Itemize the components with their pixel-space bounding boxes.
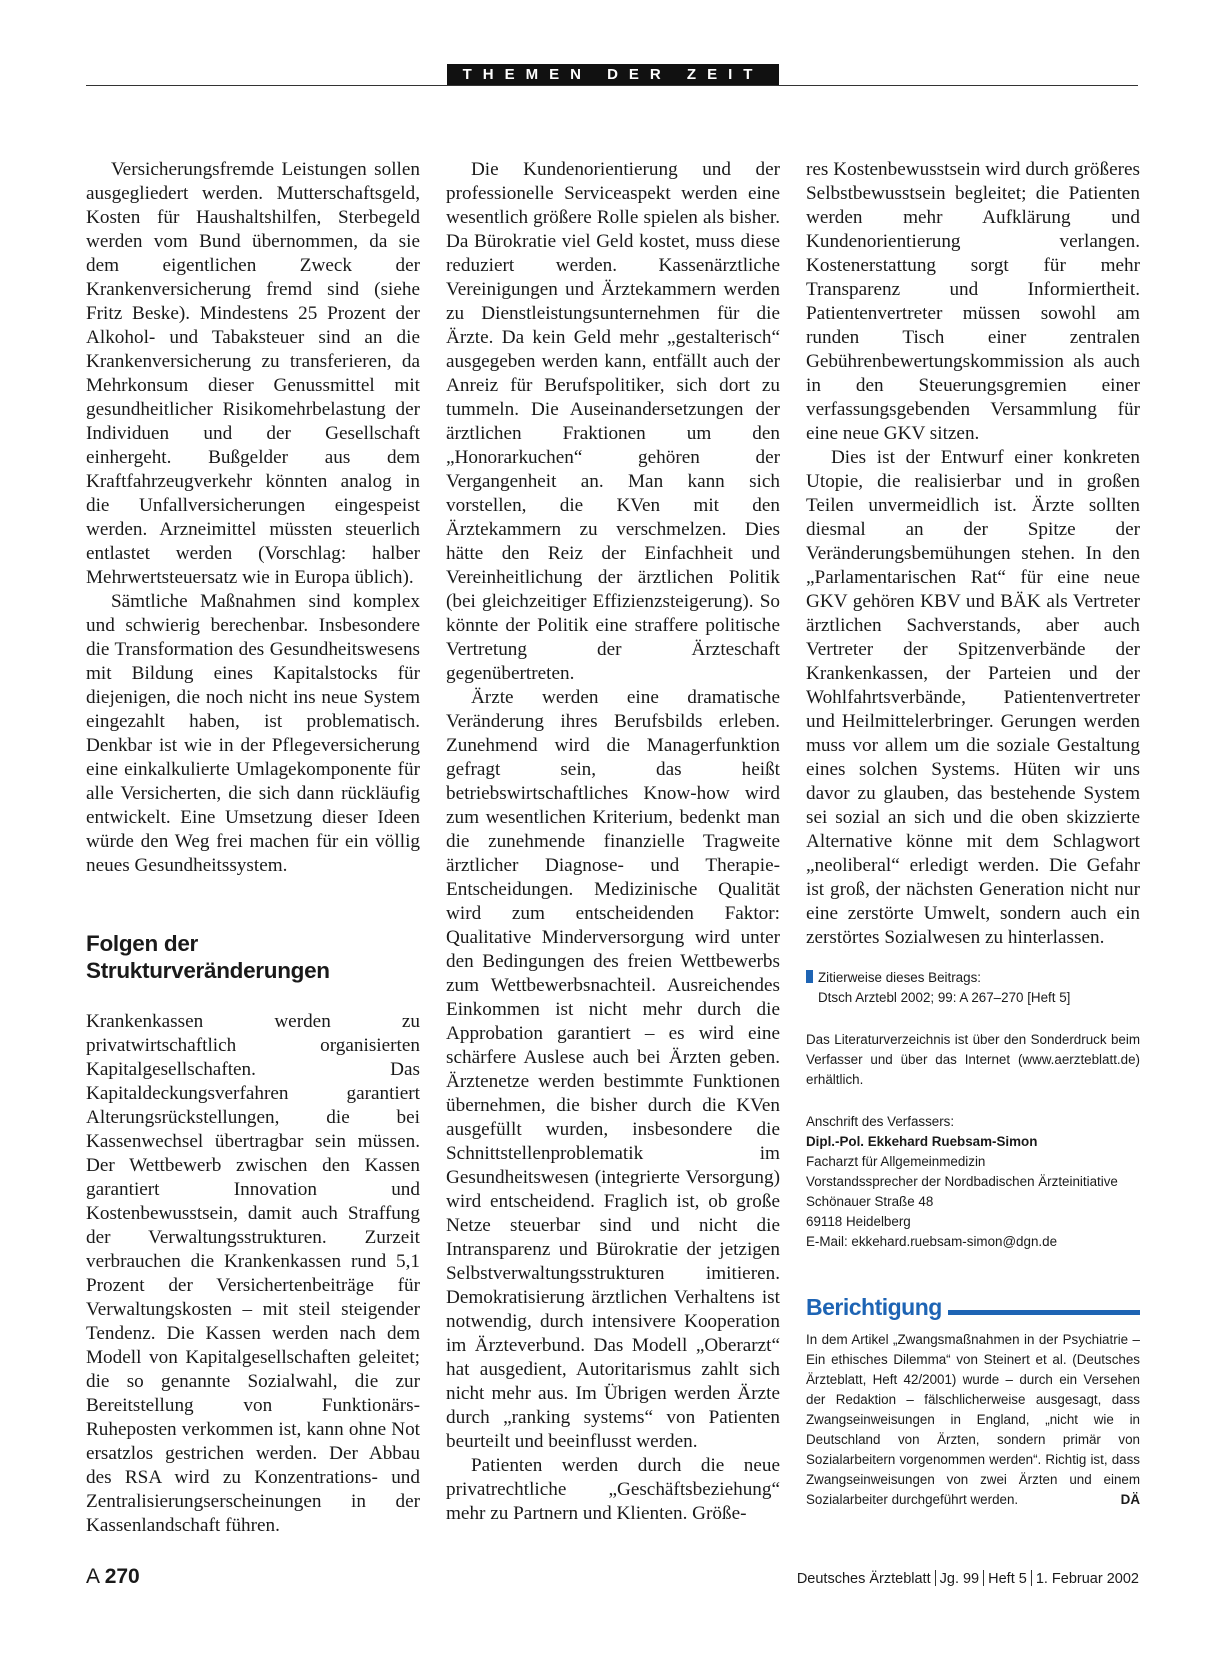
journal-issue: Heft 5	[988, 1571, 1027, 1587]
literature-note: Das Literaturverzeichnis ist über den Sonderdruck beim Verfasser und über das Internet (www.aerzteblatt.de) erhältlich.	[806, 1032, 1140, 1087]
correction-title: Berichtigung	[806, 1294, 942, 1320]
footer-separator	[935, 1570, 936, 1586]
journal-info	[797, 1570, 1139, 1587]
section-heading-line-2: Strukturveränderungen	[86, 958, 330, 983]
section-label: THEMEN DER ZEIT	[462, 66, 764, 83]
correction-heading	[806, 1294, 1140, 1320]
header-rule	[86, 85, 1138, 86]
author-name: Dipl.-Pol. Ekkehard Ruebsam-Simon	[806, 1134, 1038, 1149]
author-city: 69118 Heidelberg	[806, 1214, 911, 1229]
journal-volume: Jg. 99	[939, 1571, 980, 1587]
col3-paragraph-2: Dies ist der Entwurf einer konkreten Utopie, die realisierbar und in großen Teilen unvermeidlich ist. Ärzte sollten diesmal an der Spitze der Veränderungsbemühungen stehen. In den „Parlamentarischen Rat“ für eine neue GKV gehören KBV und BÄK als Vertreter ärztlichen Sachverstands, aber auch Vertreter der Spitzenverbände der Krankenkassen, der Parteien und der Wohlfahrtsverbände, Patientenvertreter und Heilmittelerbringer. Gerungen werden muss vor allem um die soziale Gestaltung eines solchen Systems. Hüten wir uns davor zu glauben, das bestehende System sei sozial an sich und die oben skizzierte Alternative könne mit dem Schlagwort „neoliberal“ erledigt werden. Die Gefahr ist groß, der nächsten Generation nicht nur eine zerstörte Umwelt, sondern auch ein zerstörtes Sozialwesen zu hinterlassen.	[806, 447, 1140, 948]
section-header-band	[447, 64, 779, 86]
section-heading	[86, 930, 420, 984]
author-street: Schönauer Straße 48	[806, 1194, 934, 1209]
page-number-value: 270	[104, 1565, 140, 1588]
citation-reference: Dtsch Arztebl 2002; 99: A 267–270 [Heft 5]	[818, 990, 1071, 1005]
column-2	[446, 158, 780, 1526]
correction-title-bar	[948, 1310, 1140, 1315]
footer-separator	[983, 1570, 984, 1586]
correction-text	[806, 1330, 1140, 1510]
journal-date: 1. Februar 2002	[1035, 1571, 1139, 1587]
col1-paragraph-1: Versicherungsfremde Leistungen sollen ausgegliedert werden. Mutterschaftsgeld, Kosten für Haushaltshilfen, Sterbegeld werden vom Bund übernommen, da sie dem eigentlichen Zweck der Krankenversicherung fremd sind (siehe Fritz Beske). Mindestens 25 Prozent der Alkohol- und Tabaksteuer sind an die Krankenversicherung zu transferieren, da Mehrkonsum dieser Genussmittel mit gesundheitlicher Risikomehrbelastung der Individuen und der Gesellschaft einhergeht. Bußgelder aus dem Kraftfahrzeugverkehr könnten analog in die Unfallversicherungen eingespeist werden. Arzneimittel müssten steuerlich entlastet werden (Vorschlag: halber Mehrwertsteuersatz wie in Europa üblich).	[86, 159, 420, 588]
col2-paragraph-1: Die Kundenorientierung und der professionelle Serviceaspekt werden eine wesentlich größere Rolle spielen als bisher. Da Bürokratie viel Geld kostet, muss diese reduziert werden. Kassenärztliche Vereinigungen und Ärztekammern werden zu Dienstleistungsunternehmen für die Ärzte. Da kein Geld mehr „gestalterisch“ ausgegeben werden kann, entfällt auch der Anreiz für Berufspolitiker, sich dort zu tummeln. Die Auseinandersetzungen der ärztlichen Fraktionen um den „Honorarkuchen“ gehören der Vergangenheit an. Man kann sich vorstellen, die KVen mit den Ärztekammern zu verschmelzen. Dies hätte den Reiz der Einfachheit und Vereinheitlichung der ärztlichen Politik (bei gleichzeitiger Effizienzsteigerung). So könnte der Politik eine straffere politische Vertretung der Ärzteschaft gegenübertreten.	[446, 159, 780, 684]
author-title: Facharzt für Allgemeinmedizin	[806, 1154, 986, 1169]
page-prefix: A	[86, 1565, 99, 1588]
col3-paragraph-1: res Kostenbewusstsein wird durch größeres Selbstbewusstsein begleitet; die Patienten werden mehr Aufklärung und Kundenorientierung verlangen. Kostenerstattung sorgt für mehr Transparenz und Informiertheit. Patientenvertreter müssen sowohl am runden Tisch einer zentralen Gebührenbewertungskommission als auch in den Steuerungsgremien einer verfassungsgebenden Versammlung für eine neue GKV sitzen.	[806, 159, 1140, 444]
col2-paragraph-3: Patienten werden durch die neue privatrechtliche „Geschäftsbeziehung“ mehr zu Partnern und Klienten. Größe-	[446, 1455, 780, 1524]
column-1	[86, 158, 420, 1538]
author-email: E-Mail: ekkehard.ruebsam-simon@dgn.de	[806, 1234, 1058, 1249]
col2-paragraph-2: Ärzte werden eine dramatische Veränderung ihres Berufsbilds erleben. Zunehmend wird die Managerfunktion gefragt sein, das heißt betriebswirtschaftliches Know-how wird zum wesentlichen Kriterium, bedenkt man die zunehmende finanzielle Tragweite ärztlicher Diagnose- und Therapie-Entscheidungen. Medizinische Qualität wird zum entscheidenden Faktor: Qualitative Minderversorgung wird unter den Bedingungen des freien Wettbewerbs zum Wettbewerbsnachteil. Ausreichendes Einkommen ist nicht mehr durch die Approbation garantiert – es wird eine schärfere Auslese auch bei Ärzten geben. Ärztenetze werden bestimmte Funktionen übernehmen, die bisher durch die KVen ausgefüllt wurden, insbesondere die Schnittstellenproblematik im Gesundheitswesen (integrierte Versorgung) wird entscheidend. Fraglich ist, ob große Netze steuerbar sind und nicht die Intransparenz und Bürokratie der jetzigen Selbstverwaltungsstrukturen imitieren. Demokratisierung ärztlichen Verhaltens ist notwendig, durch intensivere Kooperation im Ärzteverbund. Das Modell „Oberarzt“ hat ausgedient, Autoritarismus zahlt sich nicht mehr aus. Im Übrigen werden Ärzte durch „ranking systems“ von Patienten beurteilt und beeinflusst werden.	[446, 687, 780, 1452]
footer-separator	[1031, 1570, 1032, 1586]
col1-paragraph-2: Sämtliche Maßnahmen sind komplex und schwierig berechenbar. Insbesondere die Transformation des Gesundheitswesens mit Bildung eines Kapitalstocks für diejenigen, die noch nicht ins neue System eingezahlt haben, ist problematisch. Denkbar ist wie in der Pflegeversicherung eine einkalkulierte Umlagekomponente für alle Versicherten, die sich dann rückläufig entwickelt. Eine Umsetzung dieser Ideen würde den Weg frei machen für ein völlig neues Gesundheitssystem.	[86, 591, 420, 876]
address-label: Anschrift des Verfassers:	[806, 1114, 955, 1129]
author-role: Vorstandssprecher der Nordbadischen Ärzteinitiative	[806, 1174, 1118, 1189]
correction-body: In dem Artikel „Zwangsmaßnahmen in der Psychiatrie – Ein ethisches Dilemma“ von Steinert et al. (Deutsches Ärzteblatt, Heft 42/2001) wurde – durch ein Versehen der Redaktion – fälschlicherweise ausgesagt, dass Zwangseinweisungen in England, „nicht wie in Deutschland von Ärzten, sondern primär von Sozialarbeitern vorgenommen werden“. Richtig ist, dass Zwangseinweisungen von zwei Ärzten und einem Sozialarbeiter durchgeführt werden.	[806, 1332, 1140, 1507]
column-3	[806, 158, 1140, 1510]
citation-block	[806, 968, 1140, 1008]
section-heading-line-1: Folgen der	[86, 931, 199, 956]
correction-signature: DÄ	[1120, 1492, 1140, 1507]
author-address	[806, 1112, 1140, 1252]
page-number	[86, 1565, 140, 1589]
col1-paragraph-3: Krankenkassen werden zu privatwirtschaftlich organisierten Kapitalgesellschaften. Das Kapitaldeckungsverfahren garantiert Alterungsrückstellungen, die bei Kassenwechsel übertragbar sein müssen. Der Wettbewerb zwischen den Kassen garantiert Innovation und Kostenbewusstsein, damit auch Straffung der Verwaltungsstrukturen. Zurzeit verbrauchen die Krankenkassen rund 5,1 Prozent der Versichertenbeiträge für Verwaltungskosten – mit steil steigender Tendenz. Die Kassen werden nach dem Modell von Kapitalgesellschaften geleitet; die so genannte Sozialwahl, die zur Bereitstellung von Funktionärs-Ruheposten verkommen ist, kann ohne Not ersatzlos gestrichen werden. Der Abbau des RSA wird zu Konzentrations- und Zentralisierungserscheinungen in der Kassenlandschaft führen.	[86, 1011, 420, 1536]
citation-bullet-icon	[806, 970, 813, 983]
citation-label: Zitierweise dieses Beitrags:	[818, 970, 981, 985]
journal-name: Deutsches Ärzteblatt	[796, 1571, 931, 1587]
